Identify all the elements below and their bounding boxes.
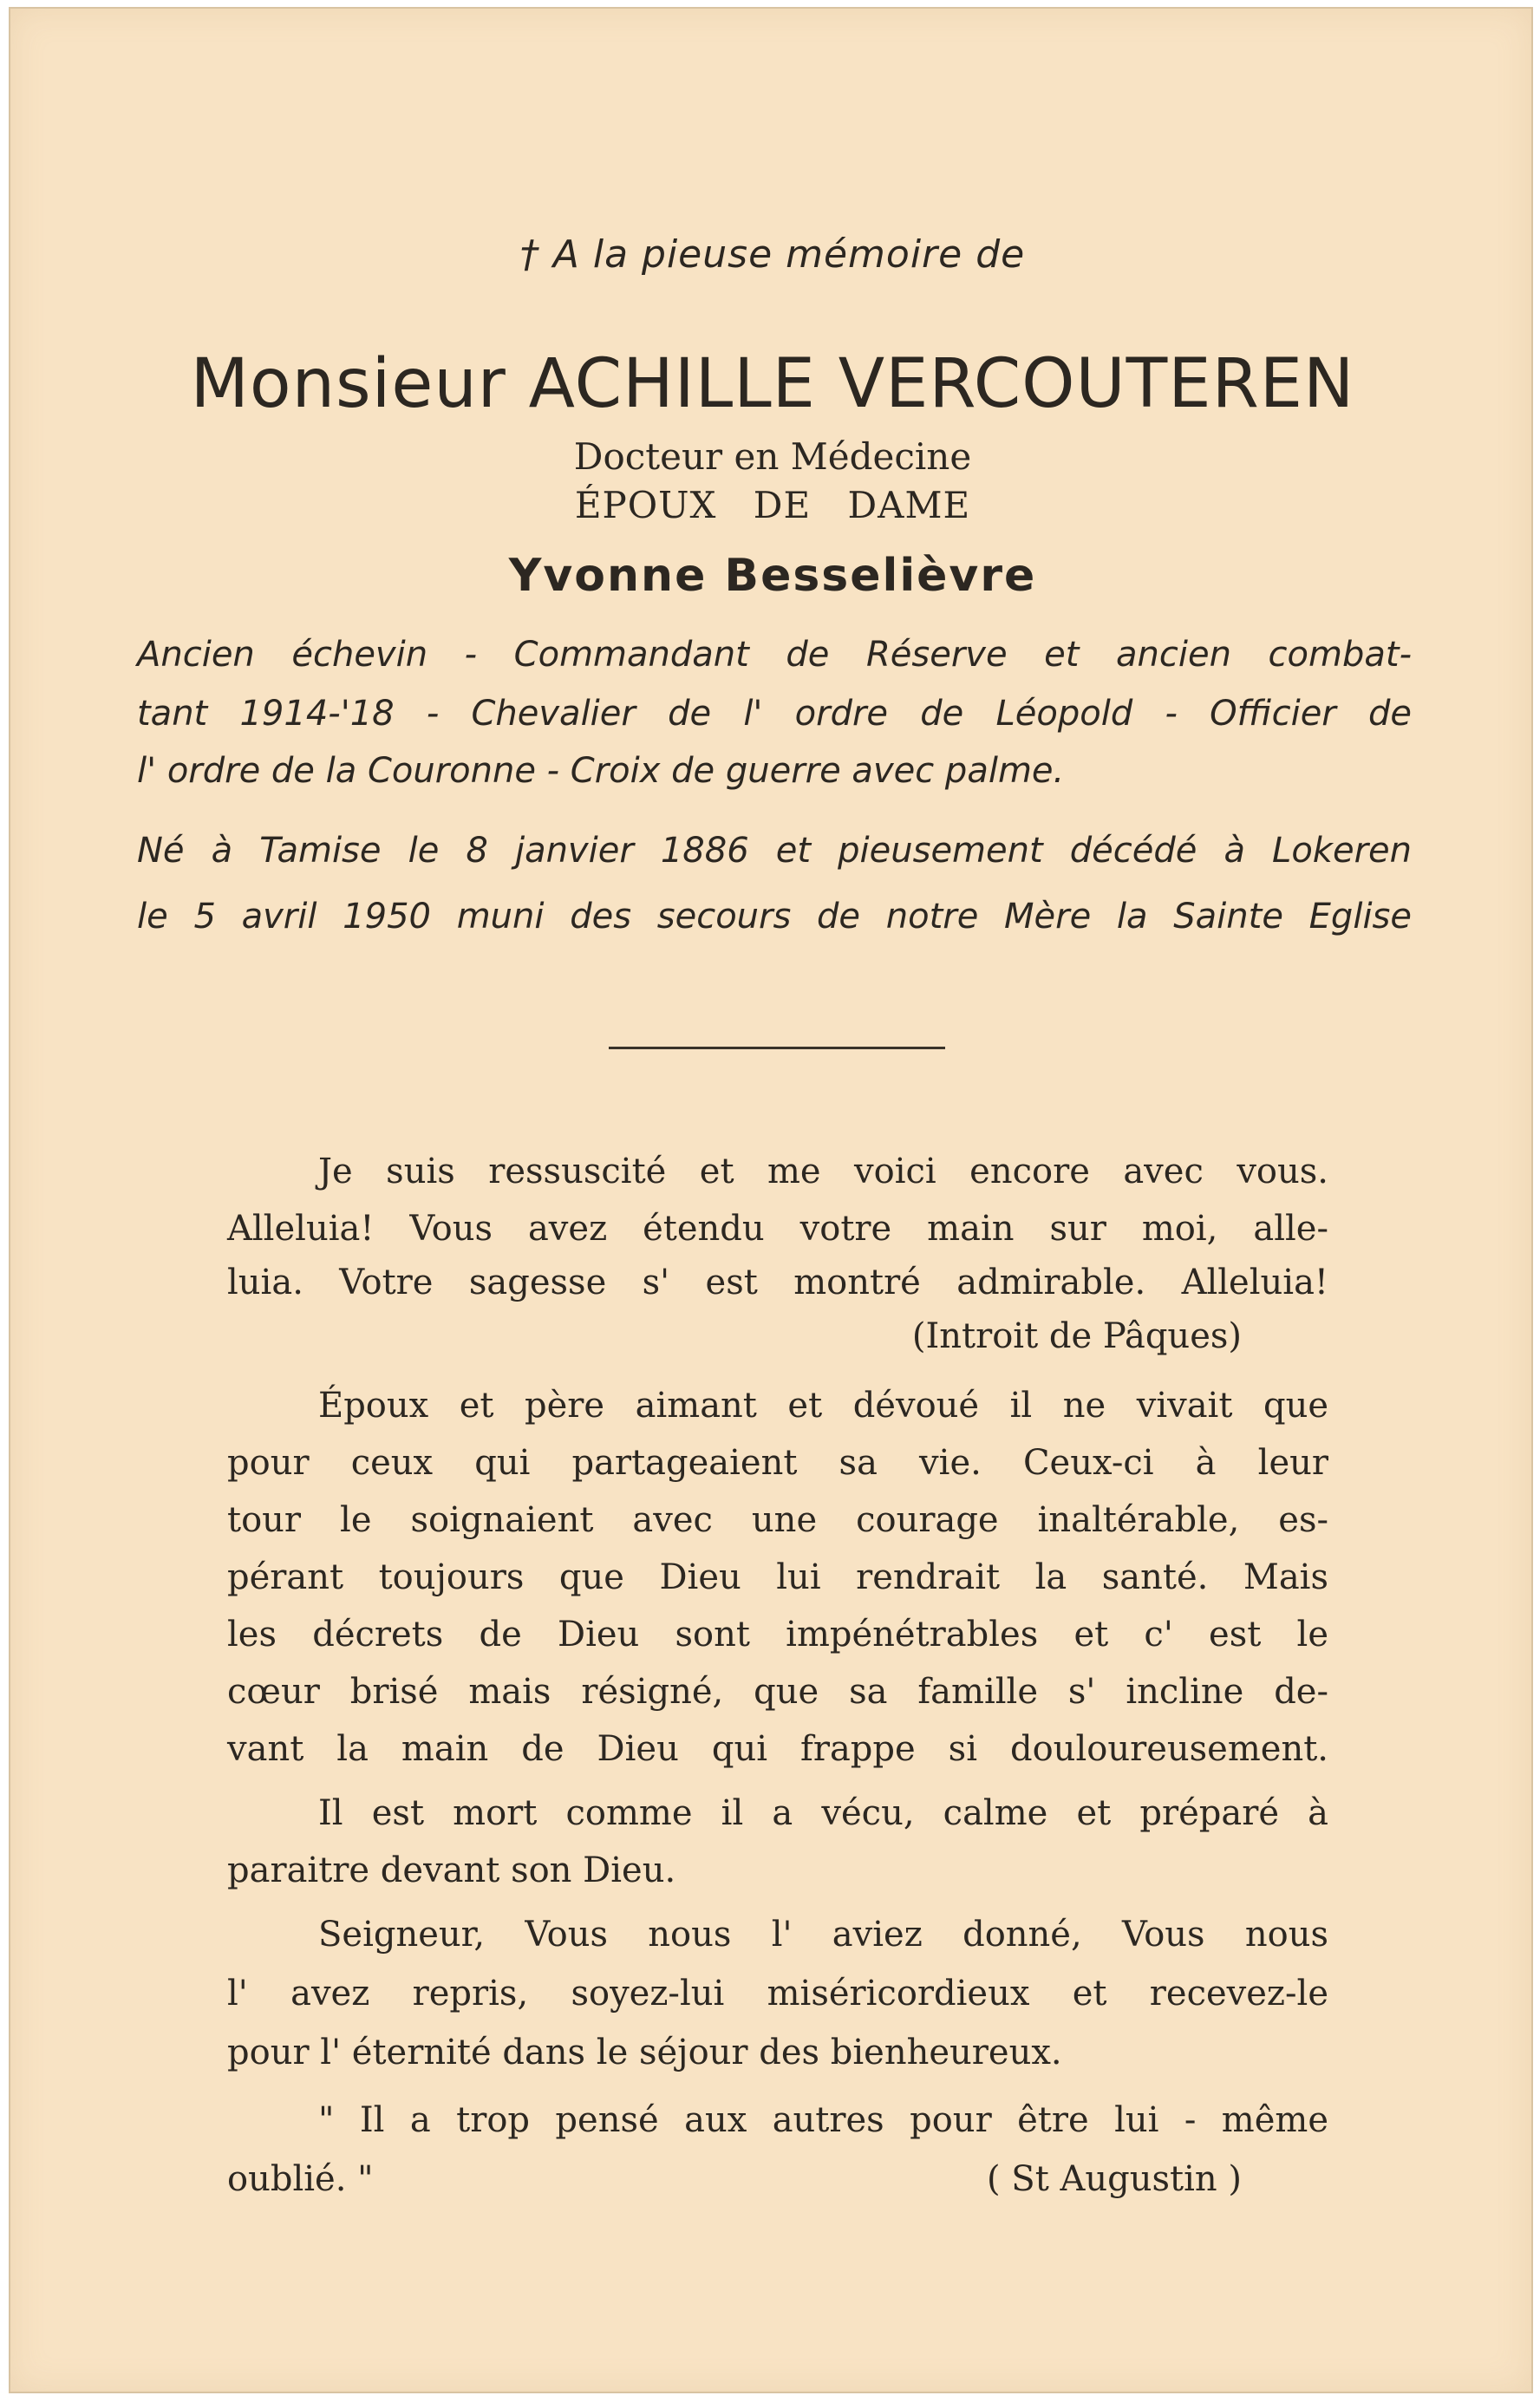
titles-line: tant 1914-'18 - Chevalier de l' ordre de Léopold - Officier de <box>137 694 1412 734</box>
quote-line: " Il a trop pensé aux autres pour être lui - même <box>318 2100 1328 2140</box>
titles-line: Ancien échevin - Commandant de Réserve et ancien combat- <box>137 635 1412 675</box>
paragraph-line: les décrets de Dieu sont impénétrables et c' est le <box>227 1615 1328 1655</box>
paragraph-line: pour l' éternité dans le séjour des bienheureux. <box>227 2033 1062 2072</box>
paragraph-line: vant la main de Dieu qui frappe si douloureusement. <box>227 1729 1328 1769</box>
deceased-name: Monsieur ACHILLE VERCOUTEREN <box>190 345 1355 423</box>
paragraph-line: Il est mort comme il a vécu, calme et préparé à <box>318 1793 1328 1833</box>
introit-source: (Introit de Pâques) <box>911 1316 1242 1356</box>
profession: Docteur en Médecine <box>573 435 972 478</box>
paragraph-line: paraitre devant son Dieu. <box>227 1850 676 1890</box>
paragraph-line: tour le soignaient avec une courage inaltérable, es- <box>227 1500 1328 1540</box>
divider-rule <box>609 1047 945 1049</box>
spouse-line: ÉPOUX DE DAME <box>574 484 971 526</box>
paragraph-line: Seigneur, Vous nous l' aviez donné, Vous nous <box>318 1915 1328 1955</box>
introit-line: Je suis ressuscité et me voici encore avec vous. <box>318 1152 1328 1191</box>
dedication-line: † A la pieuse mémoire de <box>519 232 1026 277</box>
memorial-card <box>9 7 1533 2393</box>
quote-source: ( St Augustin ) <box>986 2159 1242 2199</box>
paragraph-line: l' avez repris, soyez-lui miséricordieux et recevez-le <box>227 1974 1328 2014</box>
paragraph-line: Époux et père aimant et dévoué il ne vivait que <box>318 1386 1328 1426</box>
titles-line: l' ordre de la Couronne - Croix de guerre avec palme. <box>137 751 1065 791</box>
introit-line: luia. Votre sagesse s' est montré admirable. Alleluia! <box>227 1263 1328 1302</box>
paragraph-line: pérant toujours que Dieu lui rendrait la santé. Mais <box>227 1557 1328 1597</box>
dates-line: le 5 avril 1950 muni des secours de notre Mère la Sainte Eglise <box>137 897 1412 937</box>
paragraph-line: pour ceux qui partageaient sa vie. Ceux-ci à leur <box>227 1443 1328 1483</box>
introit-line: Alleluia! Vous avez étendu votre main sur moi, alle- <box>227 1209 1328 1249</box>
dates-line: Né à Tamise le 8 janvier 1886 et pieusement décédé à Lokeren <box>137 831 1412 871</box>
spouse-name: Yvonne Besselièvre <box>508 550 1037 602</box>
paragraph-line: cœur brisé mais résigné, que sa famille s' incline de- <box>227 1672 1328 1712</box>
quote-line: oublié. " <box>227 2159 374 2199</box>
